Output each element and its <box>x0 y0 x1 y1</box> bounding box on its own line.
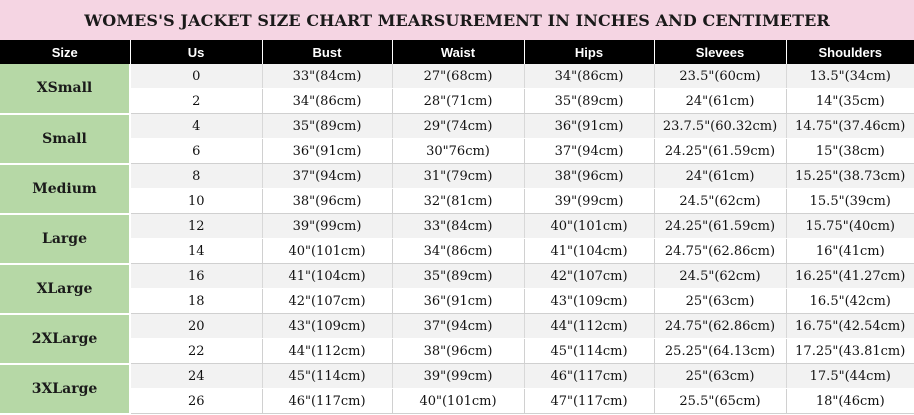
table-row <box>0 289 914 314</box>
us-cell: 8 <box>130 164 262 189</box>
shoulders-cell: 14"(35cm) <box>786 89 914 114</box>
waist-cell: 32"(81cm) <box>392 189 524 214</box>
table-row <box>0 64 914 89</box>
hips-cell: 46"(117cm) <box>524 364 654 389</box>
waist-cell: 29"(74cm) <box>392 114 524 139</box>
shoulders-cell: 16.25"(41.27cm) <box>786 264 914 289</box>
size-label: XLarge <box>0 264 130 314</box>
waist-cell: 33"(84cm) <box>392 214 524 239</box>
us-cell: 10 <box>130 189 262 214</box>
size-label: Medium <box>0 164 130 214</box>
waist-cell: 31"(79cm) <box>392 164 524 189</box>
bust-cell: 37"(94cm) <box>262 164 392 189</box>
sleeves-cell: 25.5"(65cm) <box>654 389 786 414</box>
sleeves-cell: 24"(61cm) <box>654 89 786 114</box>
shoulders-cell: 16"(41cm) <box>786 239 914 264</box>
shoulders-cell: 16.75"(42.54cm) <box>786 314 914 339</box>
table-row <box>0 264 914 289</box>
hips-cell: 37"(94cm) <box>524 139 654 164</box>
sleeves-cell: 24.25"(61.59cm) <box>654 214 786 239</box>
header-bust: Bust <box>262 40 392 64</box>
waist-cell: 36"(91cm) <box>392 289 524 314</box>
shoulders-cell: 15.25"(38.73cm) <box>786 164 914 189</box>
us-cell: 16 <box>130 264 262 289</box>
bust-cell: 46"(117cm) <box>262 389 392 414</box>
header-waist: Waist <box>392 40 524 64</box>
sleeves-cell: 23.7.5"(60.32cm) <box>654 114 786 139</box>
hips-cell: 34"(86cm) <box>524 64 654 89</box>
table-row <box>0 389 914 414</box>
shoulders-cell: 17.25"(43.81cm) <box>786 339 914 364</box>
hips-cell: 44"(112cm) <box>524 314 654 339</box>
table-row <box>0 214 914 239</box>
waist-cell: 30"76cm) <box>392 139 524 164</box>
bust-cell: 45"(114cm) <box>262 364 392 389</box>
waist-cell: 28"(71cm) <box>392 89 524 114</box>
hips-cell: 39"(99cm) <box>524 189 654 214</box>
sleeves-cell: 24.5"(62cm) <box>654 264 786 289</box>
table-row <box>0 164 914 189</box>
size-label: XSmall <box>0 64 130 114</box>
hips-cell: 42"(107cm) <box>524 264 654 289</box>
shoulders-cell: 17.5"(44cm) <box>786 364 914 389</box>
waist-cell: 37"(94cm) <box>392 314 524 339</box>
hips-cell: 38"(96cm) <box>524 164 654 189</box>
header-hips: Hips <box>524 40 654 64</box>
header-size: Size <box>0 40 130 64</box>
waist-cell: 40"(101cm) <box>392 389 524 414</box>
us-cell: 12 <box>130 214 262 239</box>
sleeves-cell: 24.75"(62.86cm) <box>654 314 786 339</box>
sleeves-cell: 24.5"(62cm) <box>654 189 786 214</box>
hips-cell: 36"(91cm) <box>524 114 654 139</box>
bust-cell: 38"(96cm) <box>262 189 392 214</box>
us-cell: 2 <box>130 89 262 114</box>
table-row <box>0 114 914 139</box>
table-row <box>0 339 914 364</box>
waist-cell: 34"(86cm) <box>392 239 524 264</box>
us-cell: 6 <box>130 139 262 164</box>
us-cell: 20 <box>130 314 262 339</box>
us-cell: 4 <box>130 114 262 139</box>
size-label: 2XLarge <box>0 314 130 364</box>
us-cell: 18 <box>130 289 262 314</box>
table-row <box>0 139 914 164</box>
us-cell: 0 <box>130 64 262 89</box>
bust-cell: 36"(91cm) <box>262 139 392 164</box>
waist-cell: 38"(96cm) <box>392 339 524 364</box>
us-cell: 14 <box>130 239 262 264</box>
waist-cell: 35"(89cm) <box>392 264 524 289</box>
shoulders-cell: 16.5"(42cm) <box>786 289 914 314</box>
hips-cell: 41"(104cm) <box>524 239 654 264</box>
shoulders-cell: 15.75"(40cm) <box>786 214 914 239</box>
bust-cell: 44"(112cm) <box>262 339 392 364</box>
bust-cell: 41"(104cm) <box>262 264 392 289</box>
bust-cell: 39"(99cm) <box>262 214 392 239</box>
us-cell: 22 <box>130 339 262 364</box>
table-row <box>0 189 914 214</box>
shoulders-cell: 18"(46cm) <box>786 389 914 414</box>
bust-cell: 34"(86cm) <box>262 89 392 114</box>
shoulders-cell: 15.5"(39cm) <box>786 189 914 214</box>
bust-cell: 43"(109cm) <box>262 314 392 339</box>
title-banner <box>0 0 914 40</box>
hips-cell: 40"(101cm) <box>524 214 654 239</box>
sleeves-cell: 25"(63cm) <box>654 364 786 389</box>
hips-cell: 45"(114cm) <box>524 339 654 364</box>
header-sleeves: Slevees <box>654 40 786 64</box>
sleeves-cell: 25"(63cm) <box>654 289 786 314</box>
header-us: Us <box>130 40 262 64</box>
sleeves-cell: 24.25"(61.59cm) <box>654 139 786 164</box>
header-row <box>0 40 914 64</box>
bust-cell: 42"(107cm) <box>262 289 392 314</box>
us-cell: 26 <box>130 389 262 414</box>
bust-cell: 33"(84cm) <box>262 64 392 89</box>
hips-cell: 35"(89cm) <box>524 89 654 114</box>
page-title: WOMES'S JACKET SIZE CHART MEARSUREMENT IN INCHES AND CENTIMETER <box>84 10 830 30</box>
size-label: Small <box>0 114 130 164</box>
table-row <box>0 89 914 114</box>
bust-cell: 35"(89cm) <box>262 114 392 139</box>
table-row <box>0 364 914 389</box>
sleeves-cell: 25.25"(64.13cm) <box>654 339 786 364</box>
shoulders-cell: 14.75"(37.46cm) <box>786 114 914 139</box>
size-label: 3XLarge <box>0 364 130 414</box>
size-chart-table <box>0 40 914 415</box>
sleeves-cell: 23.5"(60cm) <box>654 64 786 89</box>
shoulders-cell: 15"(38cm) <box>786 139 914 164</box>
shoulders-cell: 13.5"(34cm) <box>786 64 914 89</box>
table-body <box>0 64 914 414</box>
us-cell: 24 <box>130 364 262 389</box>
waist-cell: 39"(99cm) <box>392 364 524 389</box>
hips-cell: 43"(109cm) <box>524 289 654 314</box>
bust-cell: 40"(101cm) <box>262 239 392 264</box>
hips-cell: 47"(117cm) <box>524 389 654 414</box>
waist-cell: 27"(68cm) <box>392 64 524 89</box>
size-label: Large <box>0 214 130 264</box>
header-shoulders: Shoulders <box>786 40 914 64</box>
sleeves-cell: 24"(61cm) <box>654 164 786 189</box>
table-row <box>0 314 914 339</box>
sleeves-cell: 24.75"(62.86cm) <box>654 239 786 264</box>
table-row <box>0 239 914 264</box>
